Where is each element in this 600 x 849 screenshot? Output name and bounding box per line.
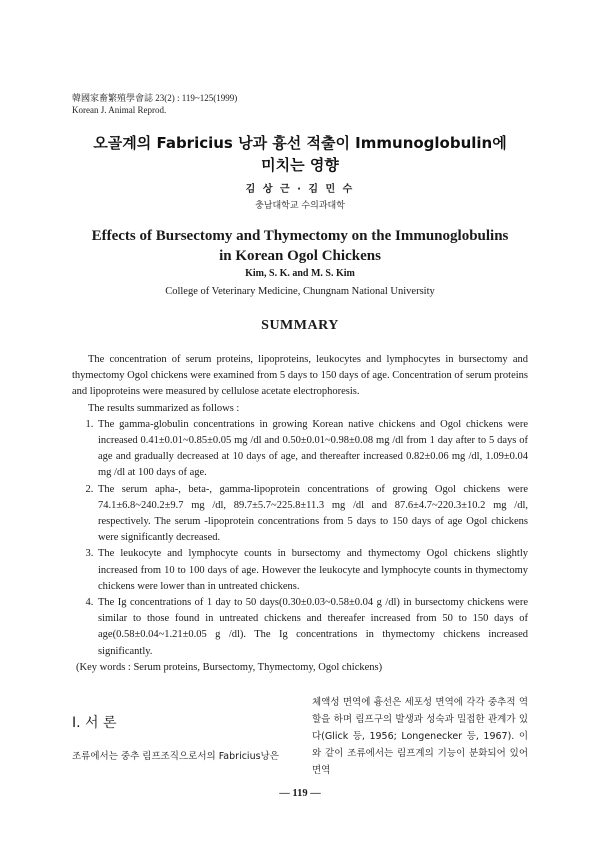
page-number: — 119 — (279, 788, 321, 799)
english-affiliation: College of Veterinary Medicine, Chungnam National University (165, 286, 435, 297)
result-item: 1. The gamma-globulin concentrations in growing Korean native chickens and Ogol chickens were increased 0.41±0.01~0.85±0.05 mg /dl and 0.50±0.01~0.98±0.08 mg /dl from 1 day after to 5 days of age and gradually decreased at 10 days of age, and thereafter increased 0.82±0.06 mg /dl, 1.09±0.04 mg /dl at 100 days of age. (96, 417, 528, 482)
introduction-heading: Ⅰ. 서 론 (72, 715, 117, 731)
left-column-text: 조류에서는 중추 림프조직으로서의 Fabricius낭은 (72, 751, 279, 762)
korean-title-line-2: 미치는 영향 (261, 156, 339, 174)
results-list (72, 417, 528, 660)
summary-heading: SUMMARY (261, 318, 339, 333)
result-item: 4. The Ig concentrations of 1 day to 50 days(0.30±0.03~0.58±0.04 g /dl) in bursectomy chickens were similar to those found in untreated chickens and thereafer increased from 50 to 150 days of age(0.58±0.04~1.21±0.05 g /dl). The Ig concentrations in thymectomy chickens increased significantly. (96, 595, 528, 660)
journal-citation-line-1: 韓國家畜繁殖學會誌 23(2) : 119~125(1999) (72, 93, 238, 103)
korean-affiliation: 충남대학교 수의과대학 (255, 201, 345, 211)
journal-citation (72, 92, 237, 116)
result-item: 3. The leukocyte and lymphocyte counts in bursectomy and thymectomy Ogol chickens slightly increased from 10 to 100 days of age. However the leukocyte and lymphocyte counts in thymectomy chickens were lower than in untreated chickens. (96, 546, 528, 595)
english-title (0, 226, 600, 266)
summary-lead: The results summarized as follows : (88, 402, 240, 414)
summary-intro: The concentration of serum proteins, lipoproteins, leukocytes and lymphocytes in bursectomy and thymectomy Ogol chickens were examined from 5 days to 150 days of age. Concentration of serum proteins and lipoproteins were measured by cellulose acetate electrophoresis. (72, 354, 528, 398)
right-column-text: 체액성 면역에 흉선은 세포성 면역에 각각 중추적 역할을 하며 림프구의 발생과 성숙과 밀접한 관계가 있다(Glick 등, 1956; Longenecker 등, 1967). 이와 같이 조류에서는 림프계의 기능이 분화되어 있어 면역 (312, 697, 528, 776)
korean-title (0, 132, 600, 176)
summary-body (72, 352, 528, 676)
korean-title-line-1: 오골계의 Fabricius 낭과 흉선 적출이 Immunoglobulin에 (93, 134, 507, 152)
right-column (312, 694, 528, 779)
korean-authors: 김 상 근 · 김 민 수 (245, 184, 355, 195)
keywords: (Key words : Serum proteins, Bursectomy, Thymectomy, Ogol chickens) (76, 661, 383, 673)
english-title-line-1: Effects of Bursectomy and Thymectomy on the Immunoglobulins (91, 228, 509, 244)
english-authors: Kim, S. K. and M. S. Kim (245, 268, 355, 279)
english-title-line-2: in Korean Ogol Chickens (219, 248, 381, 264)
journal-citation-line-2: Korean J. Animal Reprod. (72, 105, 167, 115)
result-item: 2. The serum apha-, beta-, gamma-lipoprotein concentrations of growing Ogol chickens were 74.1±6.8~240.2±9.7 mg /dl, 89.7±5.7~225.8±11.3 mg /dl and 87.6±4.7~220.3±10.2 mg /dl, respectively. The serum -lipoprotein concentrations from 5 days to 150 days of age Ogol chickens were significantly decreased. (96, 482, 528, 547)
left-column (72, 748, 288, 765)
